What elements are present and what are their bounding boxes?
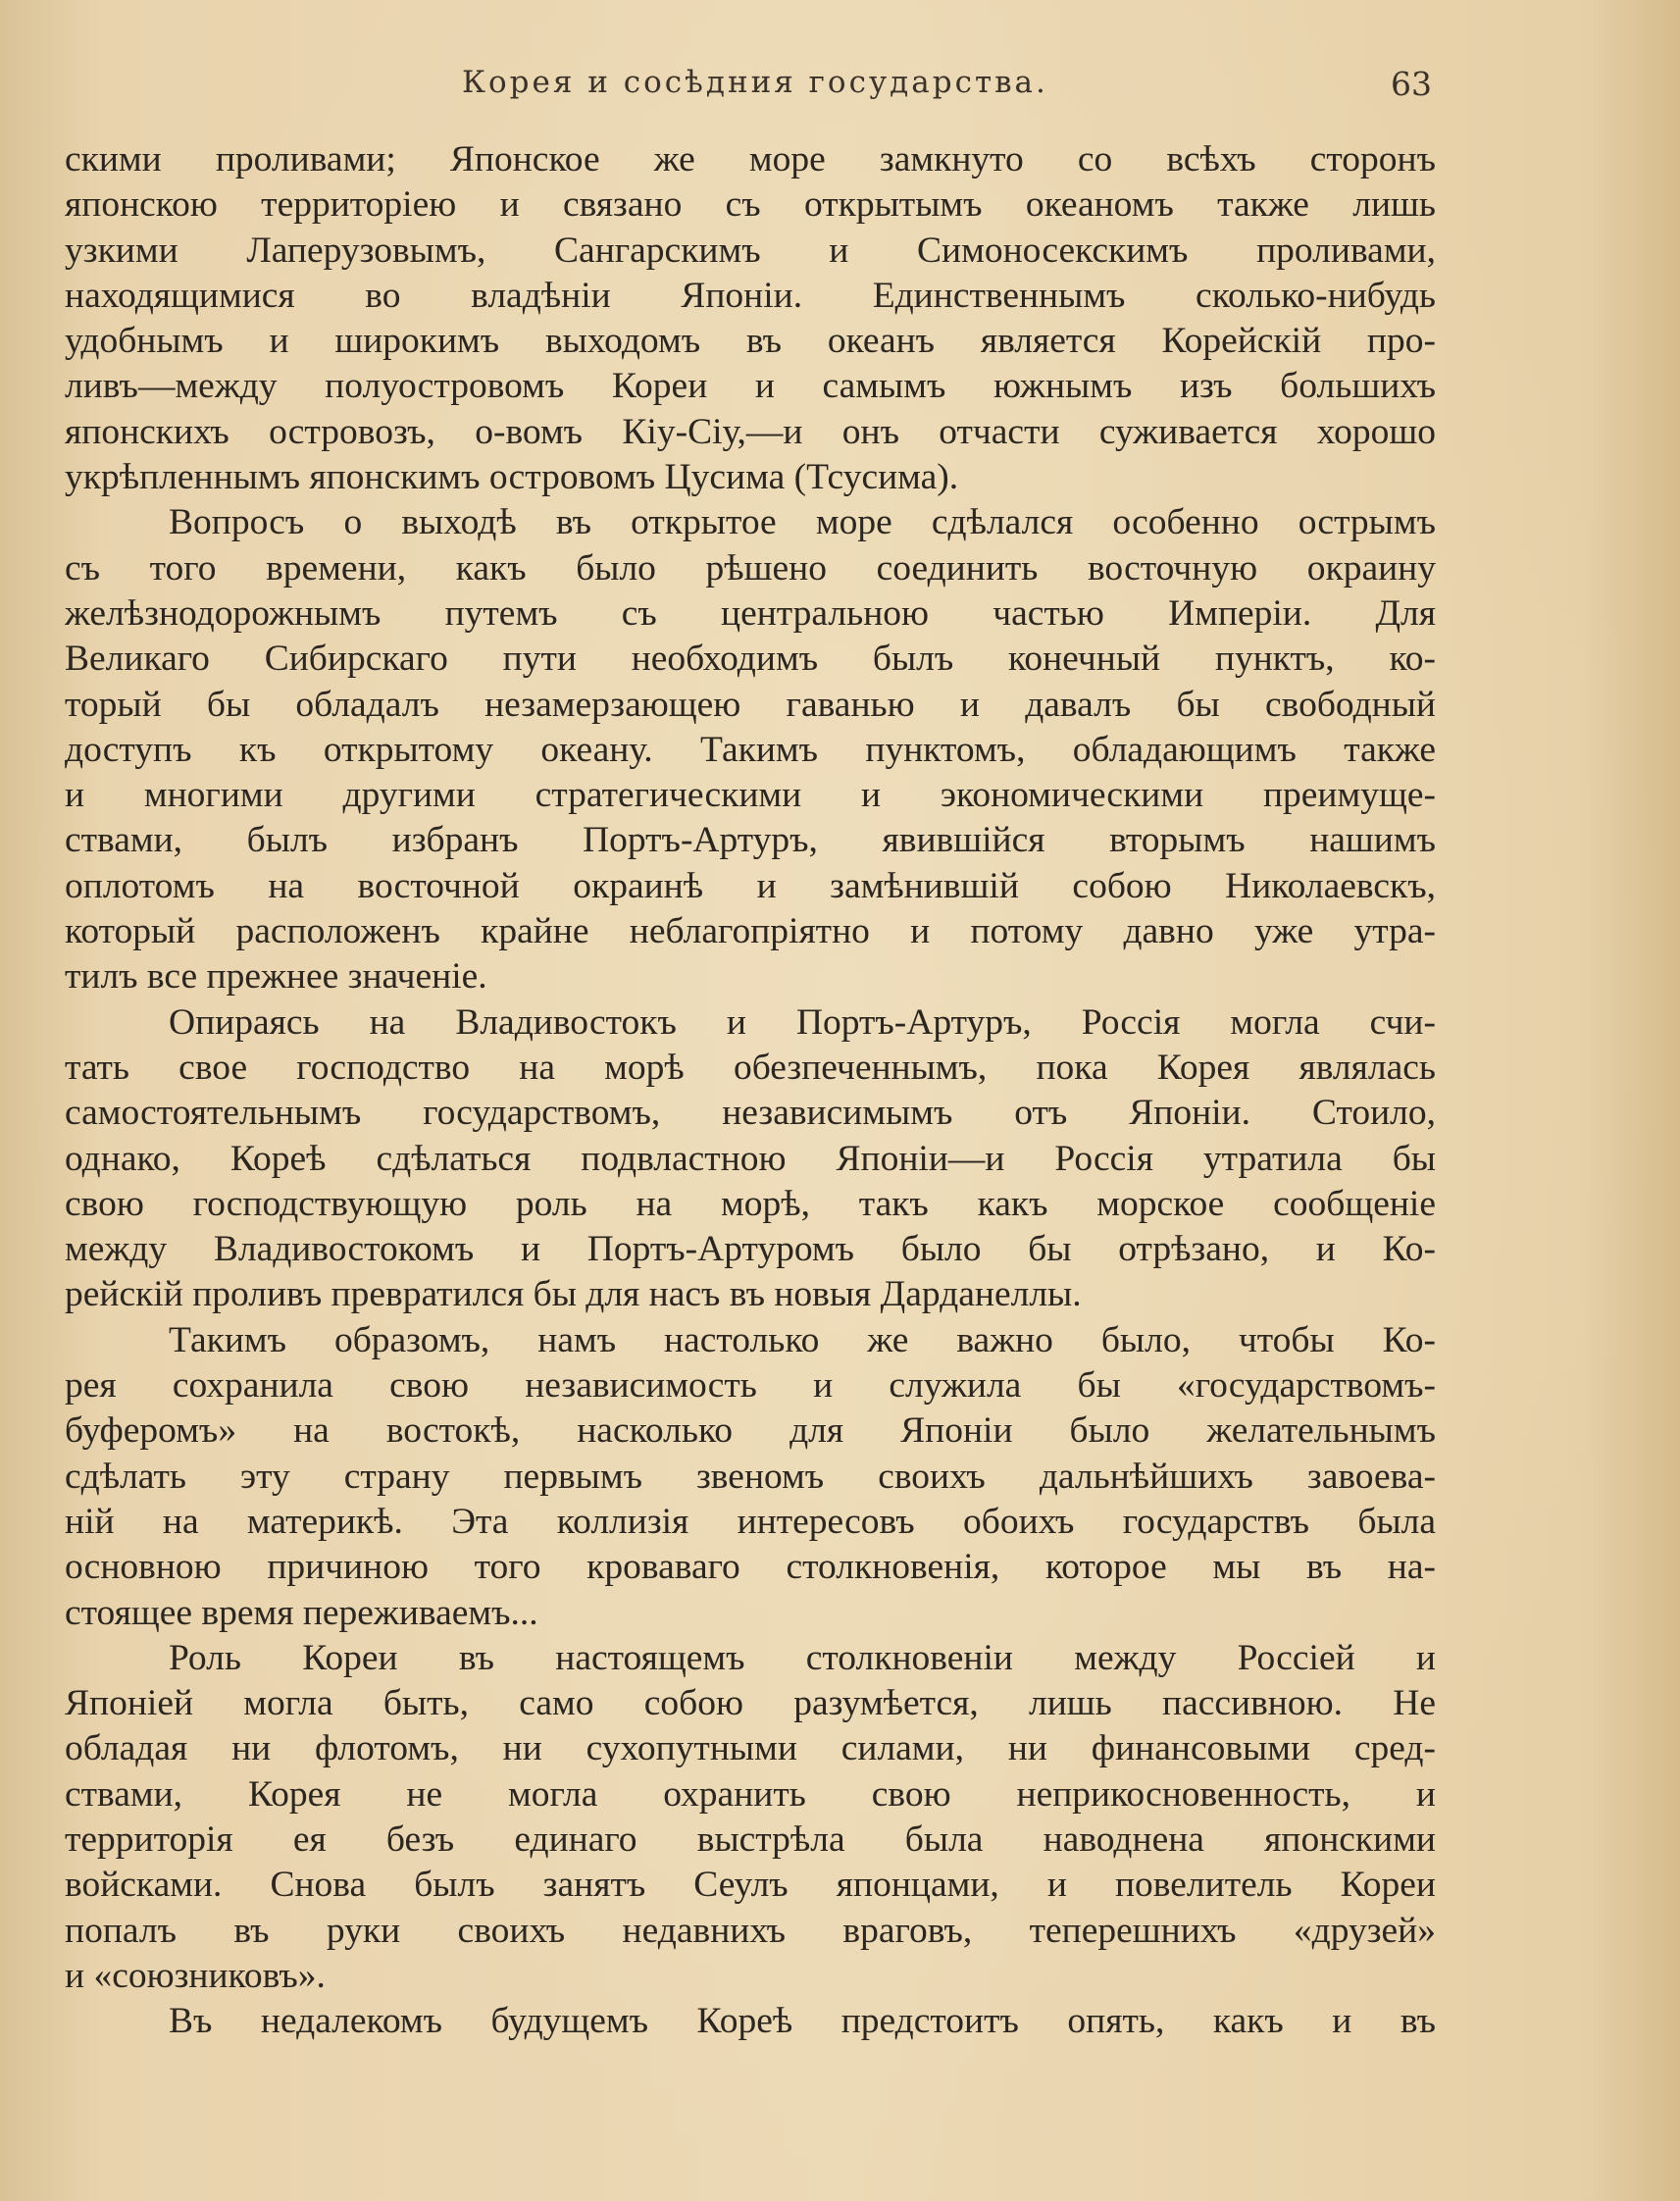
text-line: съ того времени, какъ было рѣшено соединить восточную окраину — [65, 547, 1436, 589]
paragraph — [65, 1636, 1436, 1999]
text-line: основною причиною того кроваваго столкновенія, которое мы въ на- — [65, 1547, 1436, 1588]
text-line: однако, Кореѣ сдѣлаться подвластною Японіи—и Россія утратила бы — [65, 1138, 1436, 1179]
paragraph — [65, 137, 1436, 500]
text-line: находящимися во владѣніи Японіи. Единственнымъ сколько-нибудь — [65, 275, 1436, 316]
text-line: желѣзнодорожнымъ путемъ съ центральною частью Имперіи. Для — [65, 592, 1436, 634]
text-line: доступъ къ открытому океану. Такимъ пунктомъ, обладающимъ также — [65, 729, 1436, 770]
text-line: буферомъ» на востокѣ, насколько для Японіи было желательнымъ — [65, 1410, 1436, 1452]
running-title: Корея и сосѣдния государства. — [462, 65, 1048, 100]
paragraph — [65, 1999, 1436, 2044]
paragraph — [65, 500, 1436, 999]
text-line: обладая ни флотомъ, ни сухопутными силами, ни финансовыми сред- — [65, 1728, 1436, 1769]
text-line: попалъ въ руки своихъ недавнихъ враговъ, теперешнихъ «друзей» — [65, 1910, 1436, 1951]
text-line: Опираясь на Владивостокъ и Портъ-Артуръ, Россія могла счи- — [169, 1001, 1436, 1043]
text-line: ній на материкѣ. Эта коллизія интересовъ обоихъ государствъ была — [65, 1501, 1436, 1542]
text-line: территорія ея безъ единаго выстрѣла была наводнена японскими — [65, 1818, 1436, 1860]
text-line: Японіей могла быть, само собою разумѣется, лишь пассивною. Не — [65, 1683, 1436, 1724]
text-line: скими проливами; Японское же море замкнуто со всѣхъ сторонъ — [65, 139, 1436, 179]
text-line: стоящее время переживаемъ... — [65, 1592, 538, 1633]
text-line: ствами, Корея не могла охранить свою неприкосновенность, и — [65, 1773, 1436, 1815]
text-line: Такимъ образомъ, намъ настолько же важно было, чтобы Ко- — [169, 1319, 1436, 1360]
text-line: укрѣпленнымъ японскимъ островомъ Цусима (Тсусима). — [65, 457, 959, 498]
text-line: и многими другими стратегическими и экономическими преимуще- — [65, 775, 1436, 816]
text-line: который расположенъ крайне неблагопріятно и потому давно уже утра- — [65, 911, 1436, 952]
text-line: сдѣлать эту страну первымъ звеномъ своихъ дальнѣйшихъ завоева- — [65, 1456, 1436, 1497]
body-text — [65, 137, 1436, 2044]
text-line: японскою территоріею и связано съ открытымъ океаномъ также лишь — [65, 184, 1436, 226]
text-line: рея сохранила свою независимость и служила бы «государствомъ- — [65, 1365, 1436, 1407]
text-line: рейскій проливъ превратился бы для насъ въ новыя Дарданеллы. — [65, 1274, 1082, 1315]
page-number: 63 — [1391, 65, 1432, 103]
text-line: Въ недалекомъ будущемъ Кореѣ предстоитъ опять, какъ и въ — [169, 2001, 1436, 2042]
paragraph — [65, 1318, 1436, 1636]
text-line: ствами, былъ избранъ Портъ-Артуръ, явившійся вторымъ нашимъ — [65, 820, 1436, 861]
text-line: между Владивостокомъ и Портъ-Артуромъ было бы отрѣзано, и Ко- — [65, 1229, 1436, 1270]
text-line: Вопросъ о выходѣ въ открытое море сдѣлался особенно острымъ — [169, 502, 1436, 543]
text-line: Великаго Сибирскаго пути необходимъ былъ конечный пунктъ, ко- — [65, 639, 1436, 680]
paragraph — [65, 1000, 1436, 1318]
text-line: японскихъ островозъ, о-вомъ Кіу-Сіу,—и онъ отчасти суживается хорошо — [65, 411, 1436, 452]
text-line: Роль Кореи въ настоящемъ столкновеніи между Россіей и — [169, 1637, 1436, 1678]
page-header — [65, 65, 1438, 110]
text-line: узкими Лаперузовымъ, Сангарскимъ и Симоносекскимъ проливами, — [65, 230, 1436, 271]
text-line: самостоятельнымъ государствомъ, независимымъ отъ Японіи. Стоило, — [65, 1093, 1436, 1134]
text-line: свою господствующую роль на морѣ, такъ какъ морское сообщеніе — [65, 1183, 1436, 1224]
text-line: удобнымъ и широкимъ выходомъ въ океанъ является Корейскій про- — [65, 321, 1436, 362]
text-line: и «союзниковъ». — [65, 1955, 326, 1996]
text-line: войсками. Снова былъ занятъ Сеулъ японцами, и повелитель Кореи — [65, 1865, 1436, 1906]
text-line: тать свое господство на морѣ обезпеченнымъ, пока Корея являлась — [65, 1047, 1436, 1088]
text-line: торый бы обладалъ незамерзающею гаванью и давалъ бы свободный — [65, 684, 1436, 725]
text-line: ливъ—между полуостровомъ Кореи и самымъ южнымъ изъ большихъ — [65, 366, 1436, 407]
text-line: тилъ все прежнее значеніе. — [65, 956, 487, 998]
text-line: оплотомъ на восточной окраинѣ и замѣнившій собою Николаевскъ, — [65, 865, 1436, 906]
